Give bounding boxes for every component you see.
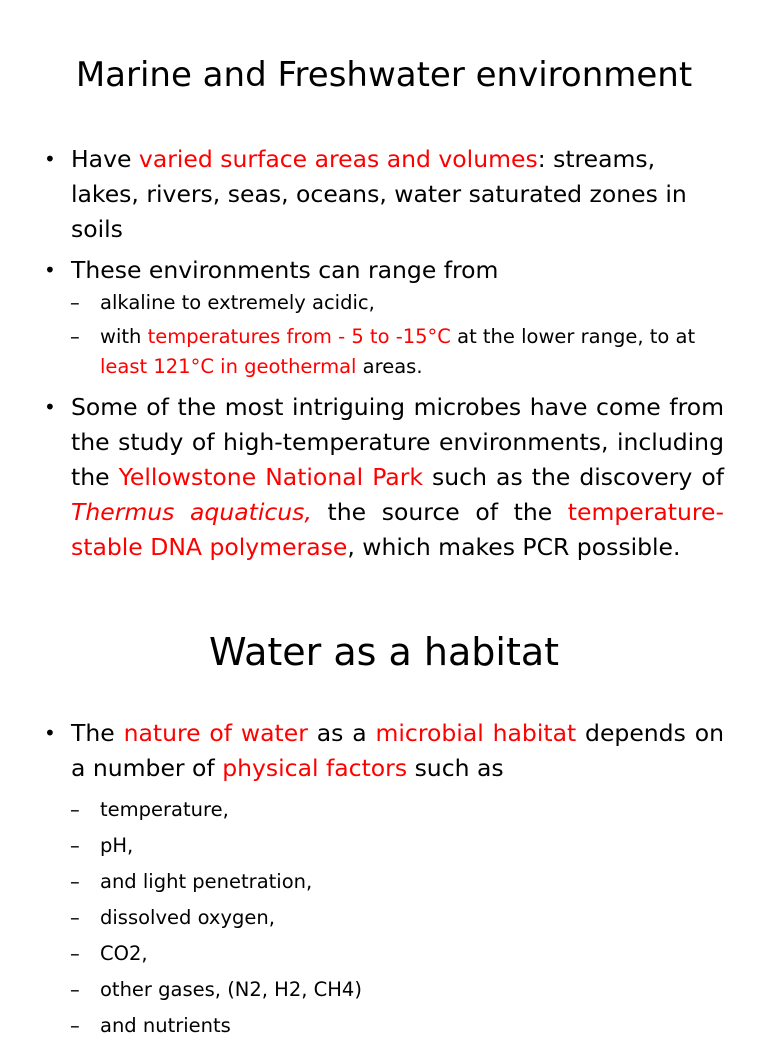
bullet-text: depends on a number of bbox=[71, 719, 724, 782]
slide-title-water-habitat: Water as a habitat bbox=[208, 630, 560, 674]
sub-temperatures bbox=[44, 322, 724, 382]
bullet-text: Some of the most intriguing microbes have come from the study of high-temperature environments, including the bbox=[71, 393, 724, 491]
sub-dash: – bbox=[70, 978, 80, 1001]
bullet-text: : streams, lakes, rivers, seas, oceans, water saturated zones in soils bbox=[71, 145, 687, 243]
range-sub-list-container bbox=[44, 288, 724, 382]
bullet-text: The bbox=[71, 719, 124, 747]
slide-title-marine-freshwater: Marine and Freshwater environment bbox=[75, 55, 693, 95]
bullet-text: as a bbox=[307, 719, 376, 747]
sub-text: areas. bbox=[356, 355, 423, 378]
factors-sub-list-container bbox=[44, 792, 724, 1044]
sub-dash: – bbox=[70, 906, 80, 929]
bullet-dot: • bbox=[44, 147, 56, 171]
bullet-text: , which makes PCR possible. bbox=[347, 533, 681, 561]
sub-text: dissolved oxygen, bbox=[100, 906, 275, 929]
bullet-text: such as the discovery of bbox=[422, 463, 724, 491]
sub-factor-gases bbox=[44, 972, 724, 1008]
sub-text: alkaline to extremely acidic, bbox=[100, 291, 375, 314]
sub-dash: – bbox=[70, 1014, 80, 1037]
bullet-text: the source of the bbox=[311, 498, 568, 526]
highlight-microbial-habitat: microbial habitat bbox=[375, 719, 577, 747]
highlight-thermus-aquaticus: Thermus aquaticus, bbox=[71, 498, 312, 526]
sub-factor-ph bbox=[44, 828, 724, 864]
highlight-temperatures: temperatures from - 5 to -15°C bbox=[147, 325, 451, 348]
sub-text: and light penetration, bbox=[100, 870, 313, 893]
highlight-dna-polymerase: temperature-stable DNA polymerase bbox=[71, 498, 724, 561]
sub-dash: – bbox=[70, 870, 80, 893]
highlight-nature-of-water: nature of water bbox=[123, 719, 308, 747]
factors-sub-list bbox=[44, 792, 724, 1044]
sub-text: CO2, bbox=[100, 942, 148, 965]
sub-dash: – bbox=[70, 325, 80, 348]
sub-dash: – bbox=[70, 798, 80, 821]
highlight-surface-areas: varied surface areas and volumes bbox=[138, 145, 538, 173]
sub-text: pH, bbox=[100, 834, 134, 857]
highlight-yellowstone: Yellowstone National Park bbox=[118, 463, 423, 491]
bullet-microbes bbox=[44, 390, 724, 565]
sub-dash: – bbox=[70, 291, 80, 314]
bullet-text: such as bbox=[407, 754, 504, 782]
sub-factor-oxygen bbox=[44, 900, 724, 936]
range-sub-list bbox=[44, 288, 724, 382]
sub-text: at the lower range, to at bbox=[450, 325, 696, 348]
sub-factor-nutrients bbox=[44, 1008, 724, 1044]
bullet-text: These environments can range from bbox=[71, 256, 499, 284]
bullet-nature-of-water bbox=[44, 716, 724, 786]
bullet-text: Have bbox=[71, 145, 139, 173]
bullet-dot: • bbox=[44, 721, 56, 745]
slide2-bullet-list bbox=[44, 716, 724, 1044]
sub-alkaline bbox=[44, 288, 724, 318]
bullet-surface-areas bbox=[44, 142, 724, 247]
sub-text: temperature, bbox=[100, 798, 229, 821]
sub-dash: – bbox=[70, 942, 80, 965]
sub-factor-light bbox=[44, 864, 724, 900]
bullet-range bbox=[44, 253, 724, 288]
sub-factor-co2 bbox=[44, 936, 724, 972]
sub-text: with bbox=[100, 325, 148, 348]
highlight-physical-factors: physical factors bbox=[222, 754, 408, 782]
slide1-bullet-list bbox=[44, 142, 724, 565]
bullet-dot: • bbox=[44, 395, 56, 419]
sub-text: other gases, (N2, H2, CH4) bbox=[100, 978, 362, 1001]
sub-dash: – bbox=[70, 834, 80, 857]
sub-factor-temperature bbox=[44, 792, 724, 828]
bullet-dot: • bbox=[44, 258, 56, 282]
sub-text: and nutrients bbox=[100, 1014, 231, 1037]
highlight-geothermal: least 121°C in geothermal bbox=[100, 355, 357, 378]
